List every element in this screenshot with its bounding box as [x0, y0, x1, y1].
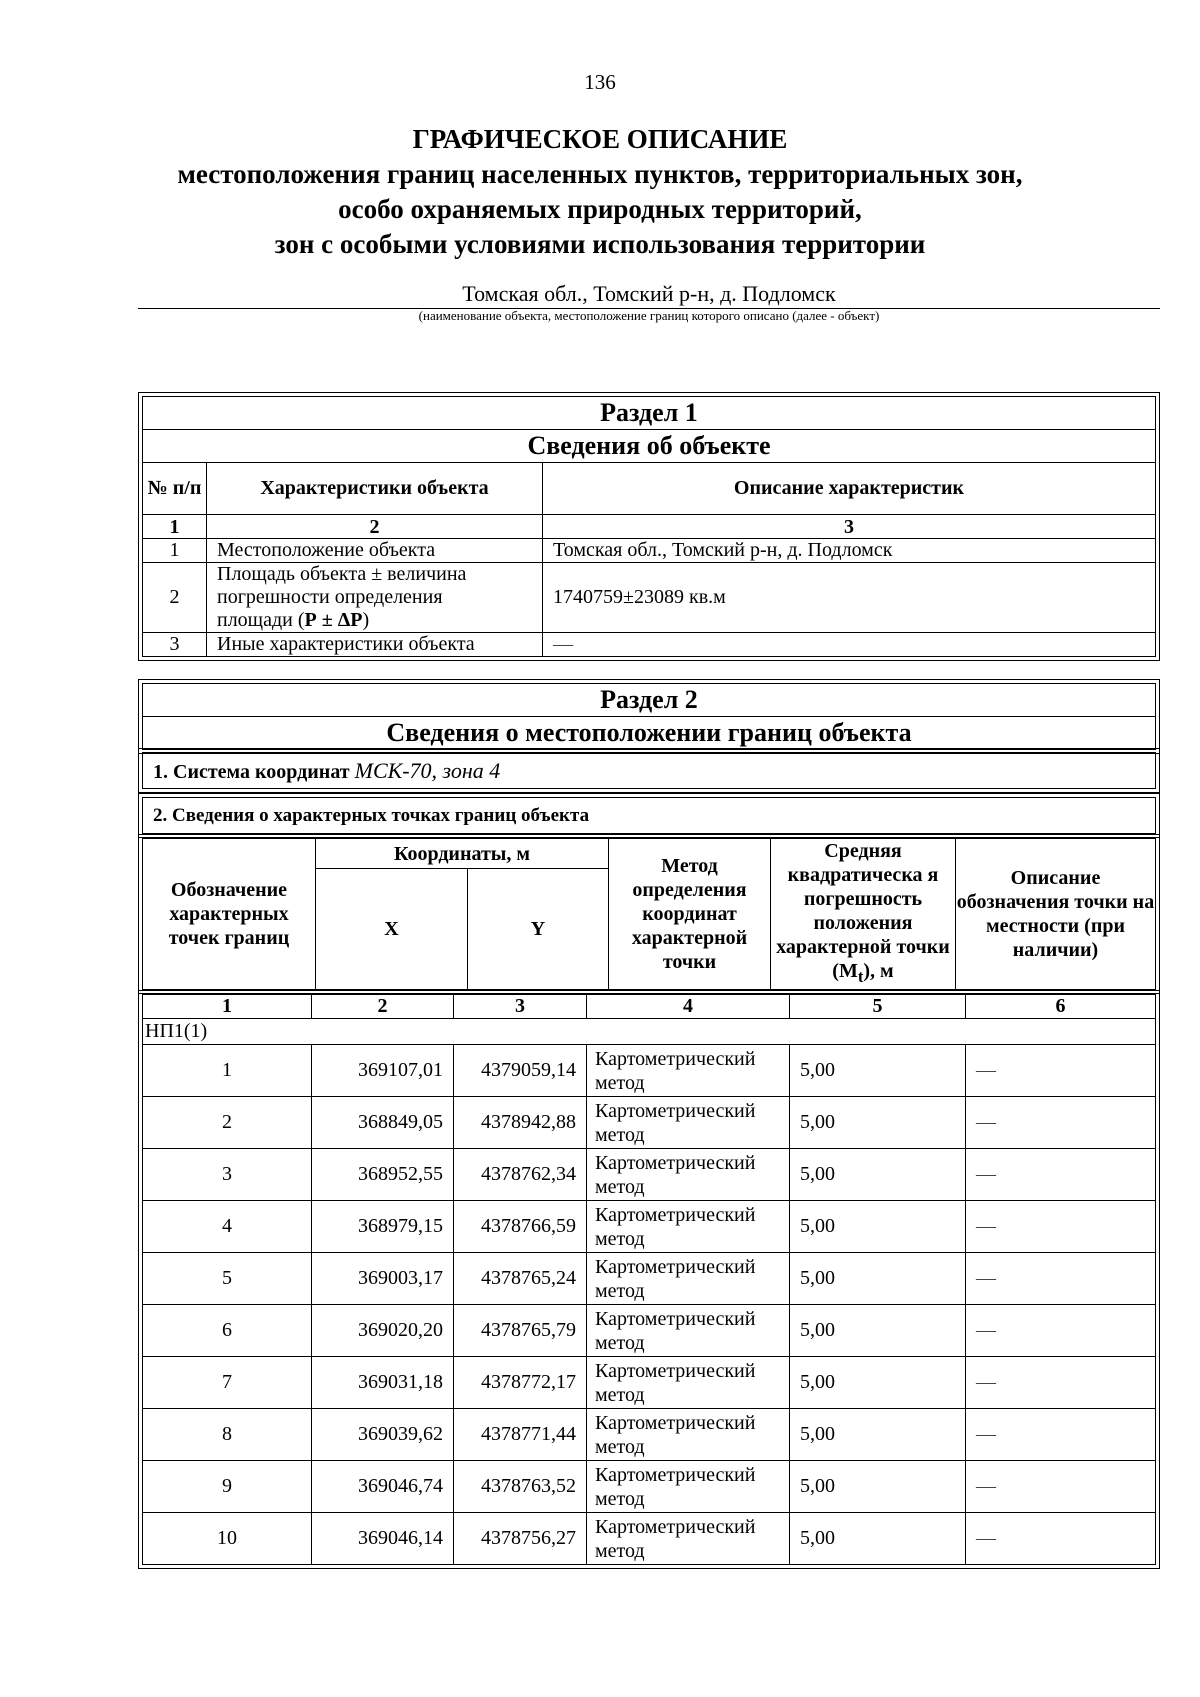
point-description: — — [966, 1305, 1156, 1357]
table-row — [143, 1045, 1156, 1097]
description-cell: 1740759±23089 кв.м — [543, 563, 1156, 633]
point-y: 4378942,88 — [454, 1097, 587, 1149]
point-y: 4378772,17 — [454, 1357, 587, 1409]
point-y: 4378756,27 — [454, 1513, 587, 1565]
point-number: 1 — [143, 1045, 312, 1097]
points-label: 2. Сведения о характерных точках границ объекта — [143, 798, 1156, 834]
point-description: — — [966, 1409, 1156, 1461]
column-number: 4 — [587, 995, 790, 1019]
section-2-title-table — [142, 683, 1156, 750]
header-y: Y — [468, 869, 609, 990]
characteristic-cell — [207, 563, 543, 633]
point-error: 5,00 — [790, 1201, 966, 1253]
characteristic-formula: Р ± ΔР — [304, 609, 363, 631]
characteristic-text: ) — [362, 609, 370, 631]
points-label-frame — [138, 793, 1160, 838]
characteristic-cell: Местоположение объекта — [207, 539, 543, 563]
table-row — [143, 1305, 1156, 1357]
title-line-1: ГРАФИЧЕСКОЕ ОПИСАНИЕ — [412, 124, 788, 154]
point-number: 9 — [143, 1461, 312, 1513]
table-row — [143, 1513, 1156, 1565]
point-method: Картометрический метод — [587, 1409, 790, 1461]
point-y: 4378762,34 — [454, 1149, 587, 1201]
section-1-title: Раздел 1 — [143, 397, 1156, 430]
point-error: 5,00 — [790, 1097, 966, 1149]
table-row — [143, 1409, 1156, 1461]
point-y: 4378763,52 — [454, 1461, 587, 1513]
point-x: 369020,20 — [312, 1305, 454, 1357]
document-title — [0, 122, 1200, 262]
point-x: 369046,74 — [312, 1461, 454, 1513]
point-error: 5,00 — [790, 1045, 966, 1097]
characteristic-line: Площадь объекта ± величина — [217, 563, 467, 585]
point-error: 5,00 — [790, 1305, 966, 1357]
coordinate-system — [143, 753, 1156, 789]
point-description: — — [966, 1201, 1156, 1253]
row-number: 1 — [143, 539, 207, 563]
column-header-characteristic: Характеристики объекта — [207, 463, 543, 515]
point-x: 368979,15 — [312, 1201, 454, 1253]
point-method: Картометрический метод — [587, 1097, 790, 1149]
table-row — [143, 633, 1156, 657]
description-cell: — — [543, 633, 1156, 657]
point-y: 4378765,24 — [454, 1253, 587, 1305]
page-number: 136 — [584, 70, 616, 94]
point-description: — — [966, 1357, 1156, 1409]
point-y: 4379059,14 — [454, 1045, 587, 1097]
coordinate-system-table — [142, 752, 1156, 789]
section-1-subtitle: Сведения об объекте — [143, 430, 1156, 463]
column-header-number: № п/п — [143, 463, 207, 515]
row-number: 2 — [143, 563, 207, 633]
table-row — [143, 1357, 1156, 1409]
characteristic-cell: Иные характеристики объекта — [207, 633, 543, 657]
point-number: 5 — [143, 1253, 312, 1305]
point-number: 10 — [143, 1513, 312, 1565]
object-caption: (наименование объекта, местоположение границ которого описано (далее - объект) — [418, 308, 880, 323]
point-error: 5,00 — [790, 1253, 966, 1305]
header-x: X — [316, 869, 468, 990]
column-number: 1 — [143, 995, 312, 1019]
point-number: 8 — [143, 1409, 312, 1461]
points-table — [142, 994, 1156, 1565]
point-error: 5,00 — [790, 1409, 966, 1461]
column-header-description: Описание характеристик — [543, 463, 1156, 515]
point-x: 369031,18 — [312, 1357, 454, 1409]
title-line-3: особо охраняемых природных территорий, — [338, 194, 862, 224]
points-header-frame — [138, 834, 1160, 994]
column-number: 5 — [790, 995, 966, 1019]
points-body — [143, 1045, 1156, 1565]
point-y: 4378771,44 — [454, 1409, 587, 1461]
point-y: 4378766,59 — [454, 1201, 587, 1253]
header-description: Описание обозначения точки на местности (при наличии) — [956, 839, 1156, 990]
table-row — [143, 1149, 1156, 1201]
title-line-4: зон с особыми условиями использования территории — [274, 229, 926, 259]
object-name: Томская обл., Томский р-н, д. Подломск — [138, 280, 1160, 309]
points-label-table — [142, 797, 1156, 834]
coordinate-system-value: МСК-70, зона 4 — [354, 757, 501, 783]
point-x: 369039,62 — [312, 1409, 454, 1461]
point-number: 2 — [143, 1097, 312, 1149]
point-error: 5,00 — [790, 1513, 966, 1565]
point-x: 369046,14 — [312, 1513, 454, 1565]
header-error-subscript: t — [857, 967, 864, 986]
point-error: 5,00 — [790, 1149, 966, 1201]
point-y: 4378765,79 — [454, 1305, 587, 1357]
table-row — [143, 1461, 1156, 1513]
point-description: — — [966, 1461, 1156, 1513]
point-error: 5,00 — [790, 1461, 966, 1513]
point-description: — — [966, 1045, 1156, 1097]
column-number: 2 — [312, 995, 454, 1019]
row-number: 3 — [143, 633, 207, 657]
point-method: Картометрический метод — [587, 1045, 790, 1097]
point-description: — — [966, 1253, 1156, 1305]
header-error-text: Средняя квадратическа я погрешность положения характерной точки (М — [776, 840, 950, 982]
characteristic-line — [217, 609, 532, 632]
point-method: Картометрический метод — [587, 1149, 790, 1201]
column-number: 2 — [207, 515, 543, 539]
point-number: 4 — [143, 1201, 312, 1253]
point-number: 3 — [143, 1149, 312, 1201]
table-row — [143, 563, 1156, 633]
characteristic-line: погрешности определения — [217, 586, 443, 608]
header-designation: Обозначение характерных точек границ — [143, 839, 316, 990]
table-row — [143, 1201, 1156, 1253]
column-number: 3 — [543, 515, 1156, 539]
table-row — [143, 1097, 1156, 1149]
coordinate-system-label: 1. Система координат — [153, 760, 350, 783]
table-row — [143, 539, 1156, 563]
column-number: 3 — [454, 995, 587, 1019]
header-error-text: ), м — [863, 960, 894, 982]
section-1-table — [142, 396, 1156, 657]
contour-group-label: НП1(1) — [143, 1019, 1156, 1045]
point-number: 6 — [143, 1305, 312, 1357]
point-method: Картометрический метод — [587, 1461, 790, 1513]
coordinate-system-frame — [138, 748, 1160, 793]
title-line-2: местоположения границ населенных пунктов, территориальных зон, — [177, 159, 1023, 189]
point-number: 7 — [143, 1357, 312, 1409]
table-row — [143, 1253, 1156, 1305]
header-method: Метод определения координат характерной точки — [609, 839, 771, 990]
point-description: — — [966, 1097, 1156, 1149]
characteristic-text: площади ( — [217, 609, 305, 631]
column-number: 1 — [143, 515, 207, 539]
points-header-table — [142, 838, 1156, 990]
header-coordinates: Координаты, м — [316, 839, 609, 869]
point-description: — — [966, 1149, 1156, 1201]
point-description: — — [966, 1513, 1156, 1565]
point-method: Картометрический метод — [587, 1357, 790, 1409]
point-method: Картометрический метод — [587, 1305, 790, 1357]
point-x: 368952,55 — [312, 1149, 454, 1201]
section-2-title: Раздел 2 — [143, 684, 1156, 717]
section-2-subtitle: Сведения о местоположении границ объекта — [143, 717, 1156, 750]
point-method: Картометрический метод — [587, 1513, 790, 1565]
point-method: Картометрический метод — [587, 1253, 790, 1305]
column-number: 6 — [966, 995, 1156, 1019]
point-x: 368849,05 — [312, 1097, 454, 1149]
description-cell: Томская обл., Томский р-н, д. Подломск — [543, 539, 1156, 563]
section-2-frame — [138, 679, 1160, 754]
points-table-frame — [138, 990, 1160, 1569]
point-error: 5,00 — [790, 1357, 966, 1409]
point-method: Картометрический метод — [587, 1201, 790, 1253]
point-x: 369003,17 — [312, 1253, 454, 1305]
header-error — [771, 839, 956, 990]
point-x: 369107,01 — [312, 1045, 454, 1097]
section-1-frame — [138, 392, 1160, 661]
